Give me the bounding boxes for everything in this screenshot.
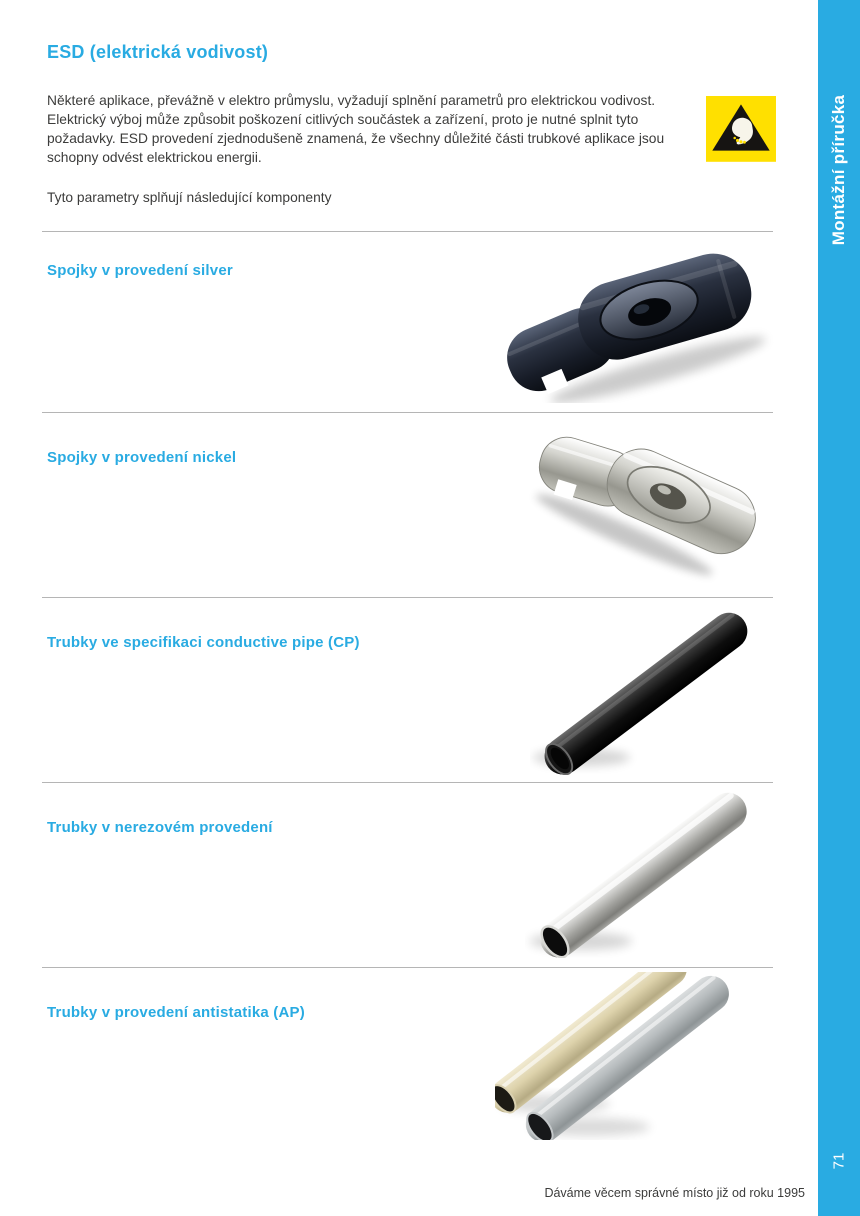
product-image-stainless-pipe: [525, 788, 765, 958]
section-divider: [42, 597, 773, 598]
product-image-antistatic-pipes: [495, 972, 760, 1140]
sidebar-band: [818, 0, 860, 1216]
section-heading: Trubky ve specifikaci conductive pipe (CP): [47, 634, 360, 651]
product-image-silver-connector: [495, 248, 780, 403]
page-number: 71: [830, 1152, 848, 1170]
section-heading: Spojky v provedení nickel: [47, 449, 237, 466]
section-divider: [42, 231, 773, 232]
intro-paragraph: Některé aplikace, převážně v elektro průmyslu, vyžadují splnění parametrů pro elektrickou vodivost. Elektrický výboj může způsobit poškození citlivých součástek a zařízení, proto je nutné splnit tyto požadavky. ESD provedení zjednodušeně znamená, že všechny důležité části trubkové aplikace jsou schopny odvést elektrickou energii.: [47, 93, 665, 165]
sidebar-label: Montážní příručka: [829, 94, 848, 246]
section-heading: Spojky v provedení silver: [47, 262, 233, 279]
section-divider: [42, 967, 773, 968]
esd-warning-icon: [706, 96, 776, 162]
section-divider: [42, 782, 773, 783]
section-heading: Trubky v nerezovém provedení: [47, 819, 273, 836]
section-divider: [42, 412, 773, 413]
product-image-black-pipe: [530, 610, 765, 775]
page-title: ESD (elektrická vodivost): [47, 42, 269, 62]
section-heading: Trubky v provedení antistatika (AP): [47, 1004, 305, 1021]
footer-slogan: Dáváme věcem správné místo již od roku 1995: [544, 1186, 805, 1200]
product-image-nickel-connector: [525, 425, 775, 583]
components-subtitle: Tyto parametry splňují následující komponenty: [47, 190, 332, 205]
